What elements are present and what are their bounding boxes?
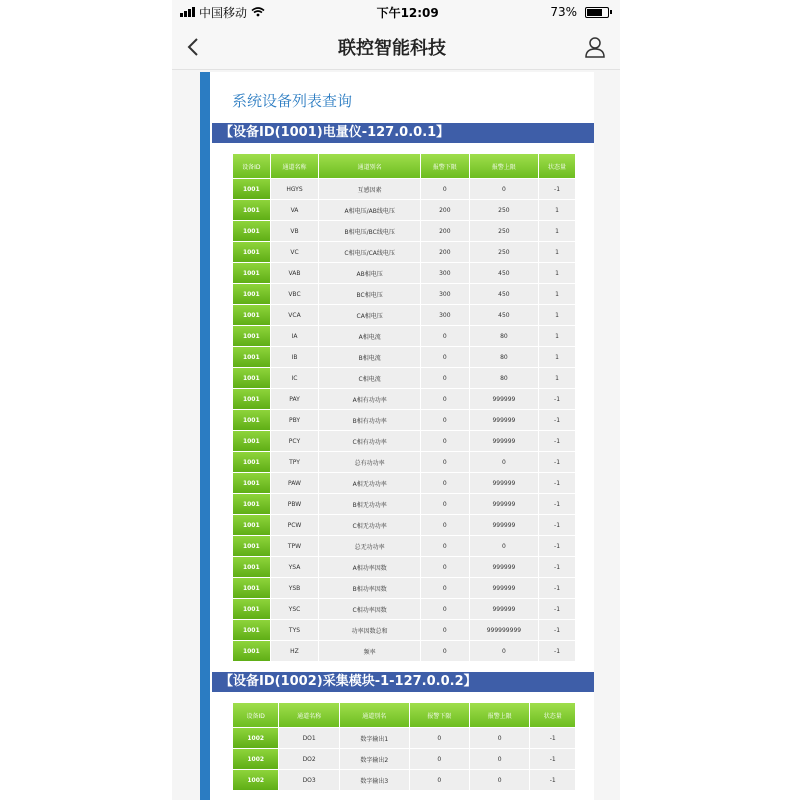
table-cell: 0 bbox=[410, 749, 469, 769]
table-row[interactable] bbox=[233, 431, 575, 451]
battery-fill bbox=[587, 9, 602, 16]
device-id-cell: 1001 bbox=[233, 305, 270, 325]
table-cell: C相电流 bbox=[319, 368, 420, 388]
table-cell: VCA bbox=[271, 305, 319, 325]
table-cell: VB bbox=[271, 221, 319, 241]
table-row[interactable] bbox=[233, 410, 575, 430]
column-header: 报警下限 bbox=[421, 154, 469, 178]
table-cell: PCY bbox=[271, 431, 319, 451]
table-row[interactable] bbox=[233, 368, 575, 388]
table-cell: PBY bbox=[271, 410, 319, 430]
table-row[interactable] bbox=[233, 770, 575, 790]
table-cell: B相无功功率 bbox=[319, 494, 420, 514]
table-cell: AB相电压 bbox=[319, 263, 420, 283]
table-row[interactable] bbox=[233, 242, 575, 262]
table-cell: 999999 bbox=[470, 515, 538, 535]
column-header: 报警上限 bbox=[470, 703, 529, 727]
table-cell: 0 bbox=[421, 326, 469, 346]
column-header: 状态量 bbox=[539, 154, 575, 178]
table-row[interactable] bbox=[233, 452, 575, 472]
user-icon[interactable] bbox=[584, 36, 606, 58]
page-header-title: 联控智能科技 bbox=[338, 37, 446, 59]
column-header: 通道名称 bbox=[279, 703, 338, 727]
table-cell: CA相电压 bbox=[319, 305, 420, 325]
table-cell: 250 bbox=[470, 200, 538, 220]
device-sections bbox=[210, 123, 594, 800]
device-id-cell: 1001 bbox=[233, 263, 270, 283]
device-id-cell: 1001 bbox=[233, 536, 270, 556]
table-row[interactable] bbox=[233, 179, 575, 199]
page-title: 系统设备列表查询 bbox=[232, 92, 353, 110]
phone-screen bbox=[172, 0, 620, 800]
section-header: 【设备ID(1001)电量仪-127.0.0.1】 bbox=[212, 123, 594, 143]
table-cell: PAY bbox=[271, 389, 319, 409]
table-cell: 80 bbox=[470, 347, 538, 367]
device-id-cell: 1001 bbox=[233, 578, 270, 598]
table-cell: 数字输出2 bbox=[340, 749, 409, 769]
section-header: 【设备ID(1002)采集模块-1-127.0.0.2】 bbox=[212, 672, 594, 692]
table-cell: 总有功功率 bbox=[319, 452, 420, 472]
table-cell: 300 bbox=[421, 263, 469, 283]
table-cell: 0 bbox=[421, 410, 469, 430]
device-id-cell: 1001 bbox=[233, 599, 270, 619]
battery-percent: 73% bbox=[550, 5, 577, 19]
table-cell: 0 bbox=[421, 620, 469, 640]
column-header: 通道名称 bbox=[271, 154, 319, 178]
device-id-cell: 1001 bbox=[233, 242, 270, 262]
device-id-cell: 1001 bbox=[233, 515, 270, 535]
table-cell: 0 bbox=[421, 515, 469, 535]
table-cell: 0 bbox=[470, 452, 538, 472]
table-cell: 0 bbox=[410, 728, 469, 748]
table-cell: 0 bbox=[421, 368, 469, 388]
device-id-cell: 1001 bbox=[233, 326, 270, 346]
table-cell: 0 bbox=[470, 749, 529, 769]
table-row[interactable] bbox=[233, 728, 575, 748]
chevron-left-icon[interactable] bbox=[186, 37, 200, 57]
table-cell: B相功率因数 bbox=[319, 578, 420, 598]
table-row[interactable] bbox=[233, 326, 575, 346]
table-cell: 999999 bbox=[470, 431, 538, 451]
table-row[interactable] bbox=[233, 284, 575, 304]
signal-icon bbox=[180, 7, 195, 17]
table-cell: 0 bbox=[421, 431, 469, 451]
table-cell: IA bbox=[271, 326, 319, 346]
table-cell: 1 bbox=[539, 263, 575, 283]
table-cell: C相功率因数 bbox=[319, 599, 420, 619]
table-cell: 0 bbox=[470, 770, 529, 790]
table-cell: 450 bbox=[470, 284, 538, 304]
table-cell: VBC bbox=[271, 284, 319, 304]
device-id-cell: 1001 bbox=[233, 347, 270, 367]
table-cell: -1 bbox=[539, 431, 575, 451]
status-right bbox=[550, 5, 612, 19]
table-cell: -1 bbox=[539, 599, 575, 619]
table-row[interactable] bbox=[233, 473, 575, 493]
content-panel bbox=[200, 72, 594, 800]
table-cell: 0 bbox=[421, 578, 469, 598]
table-cell: 0 bbox=[470, 728, 529, 748]
table-row[interactable] bbox=[233, 305, 575, 325]
device-id-cell: 1001 bbox=[233, 221, 270, 241]
table-cell: IC bbox=[271, 368, 319, 388]
table-cell: 1 bbox=[539, 284, 575, 304]
table-cell: DO2 bbox=[279, 749, 338, 769]
channel-table bbox=[232, 702, 576, 791]
table-cell: 999999 bbox=[470, 557, 538, 577]
device-id-cell: 1001 bbox=[233, 473, 270, 493]
device-id-cell: 1002 bbox=[233, 728, 278, 748]
table-header-row bbox=[233, 703, 575, 727]
table-cell: PCW bbox=[271, 515, 319, 535]
table-cell: 200 bbox=[421, 200, 469, 220]
table-cell: 1 bbox=[539, 368, 575, 388]
device-id-cell: 1001 bbox=[233, 494, 270, 514]
table-cell: 999999 bbox=[470, 389, 538, 409]
table-cell: -1 bbox=[539, 494, 575, 514]
table-cell: 999999 bbox=[470, 410, 538, 430]
table-cell: YSA bbox=[271, 557, 319, 577]
table-row[interactable] bbox=[233, 599, 575, 619]
table-row[interactable] bbox=[233, 515, 575, 535]
table-cell: 1 bbox=[539, 326, 575, 346]
table-cell: -1 bbox=[539, 557, 575, 577]
table-cell: A相电流 bbox=[319, 326, 420, 346]
table-cell: 999999 bbox=[470, 494, 538, 514]
table-cell: DO3 bbox=[279, 770, 338, 790]
table-cell: 0 bbox=[421, 389, 469, 409]
table-cell: 0 bbox=[470, 641, 538, 661]
table-cell: C相无功功率 bbox=[319, 515, 420, 535]
table-cell: TPW bbox=[271, 536, 319, 556]
table-row[interactable] bbox=[233, 536, 575, 556]
table-cell: 1 bbox=[539, 242, 575, 262]
device-id-cell: 1001 bbox=[233, 410, 270, 430]
table-cell: -1 bbox=[539, 578, 575, 598]
table-cell: A相无功功率 bbox=[319, 473, 420, 493]
table-cell: 0 bbox=[421, 641, 469, 661]
table-cell: 数字输出1 bbox=[340, 728, 409, 748]
table-cell: 0 bbox=[421, 494, 469, 514]
battery-icon bbox=[585, 7, 612, 18]
table-cell: 200 bbox=[421, 221, 469, 241]
table-cell: 0 bbox=[421, 599, 469, 619]
device-id-cell: 1001 bbox=[233, 389, 270, 409]
device-id-cell: 1002 bbox=[233, 770, 278, 790]
table-cell: -1 bbox=[539, 452, 575, 472]
table-cell: 频率 bbox=[319, 641, 420, 661]
table-cell: 总无功功率 bbox=[319, 536, 420, 556]
table-cell: -1 bbox=[530, 728, 575, 748]
table-wrapper bbox=[212, 692, 594, 800]
table-cell: 999999 bbox=[470, 578, 538, 598]
table-cell: 0 bbox=[421, 473, 469, 493]
column-header: 通道别名 bbox=[319, 154, 420, 178]
table-cell: 200 bbox=[421, 242, 469, 262]
table-cell: 数字输出3 bbox=[340, 770, 409, 790]
device-id-cell: 1001 bbox=[233, 179, 270, 199]
column-header: 设备ID bbox=[233, 703, 278, 727]
table-row[interactable] bbox=[233, 641, 575, 661]
table-cell: DO1 bbox=[279, 728, 338, 748]
table-cell: -1 bbox=[539, 641, 575, 661]
table-cell: 250 bbox=[470, 221, 538, 241]
table-cell: B相电流 bbox=[319, 347, 420, 367]
column-header: 通道别名 bbox=[340, 703, 409, 727]
table-cell: BC相电压 bbox=[319, 284, 420, 304]
table-cell: C相有功功率 bbox=[319, 431, 420, 451]
table-cell: -1 bbox=[539, 473, 575, 493]
table-cell: C相电压/CA线电压 bbox=[319, 242, 420, 262]
device-id-cell: 1001 bbox=[233, 200, 270, 220]
table-cell: 450 bbox=[470, 263, 538, 283]
device-id-cell: 1001 bbox=[233, 557, 270, 577]
table-cell: 0 bbox=[410, 770, 469, 790]
table-row[interactable] bbox=[233, 578, 575, 598]
table-row[interactable] bbox=[233, 389, 575, 409]
table-cell: HGYS bbox=[271, 179, 319, 199]
table-cell: 0 bbox=[421, 557, 469, 577]
table-cell: VAB bbox=[271, 263, 319, 283]
table-cell: 1 bbox=[539, 200, 575, 220]
table-cell: VC bbox=[271, 242, 319, 262]
table-cell: -1 bbox=[539, 536, 575, 556]
nav-bar bbox=[172, 24, 620, 70]
table-wrapper bbox=[212, 143, 594, 672]
table-cell: B相电压/BC线电压 bbox=[319, 221, 420, 241]
column-header: 设备ID bbox=[233, 154, 270, 178]
status-left bbox=[180, 4, 265, 21]
table-cell: 80 bbox=[470, 368, 538, 388]
channel-table bbox=[232, 153, 576, 662]
table-cell: -1 bbox=[539, 410, 575, 430]
table-cell: A相有功功率 bbox=[319, 389, 420, 409]
table-cell: 0 bbox=[421, 179, 469, 199]
table-cell: 1 bbox=[539, 305, 575, 325]
table-header-row bbox=[233, 154, 575, 178]
table-cell: VA bbox=[271, 200, 319, 220]
wifi-icon bbox=[251, 7, 265, 17]
table-cell: 999999999 bbox=[470, 620, 538, 640]
device-id-cell: 1001 bbox=[233, 368, 270, 388]
device-id-cell: 1001 bbox=[233, 431, 270, 451]
table-cell: 1 bbox=[539, 347, 575, 367]
table-cell: 999999 bbox=[470, 473, 538, 493]
table-cell: YSC bbox=[271, 599, 319, 619]
table-cell: 1 bbox=[539, 221, 575, 241]
table-row[interactable] bbox=[233, 557, 575, 577]
table-cell: A相功率因数 bbox=[319, 557, 420, 577]
table-cell: 300 bbox=[421, 305, 469, 325]
table-row[interactable] bbox=[233, 620, 575, 640]
clock: 下午12:09 bbox=[376, 5, 439, 20]
table-cell: TPY bbox=[271, 452, 319, 472]
table-cell: -1 bbox=[539, 179, 575, 199]
device-id-cell: 1001 bbox=[233, 452, 270, 472]
table-cell: 0 bbox=[421, 452, 469, 472]
device-id-cell: 1002 bbox=[233, 749, 278, 769]
table-cell: YSB bbox=[271, 578, 319, 598]
table-cell: 0 bbox=[421, 536, 469, 556]
table-cell: -1 bbox=[539, 515, 575, 535]
table-cell: B相有功功率 bbox=[319, 410, 420, 430]
device-section bbox=[212, 672, 594, 800]
table-row[interactable] bbox=[233, 494, 575, 514]
table-cell: PAW bbox=[271, 473, 319, 493]
table-cell: -1 bbox=[530, 770, 575, 790]
table-cell: 300 bbox=[421, 284, 469, 304]
table-cell: PBW bbox=[271, 494, 319, 514]
table-cell: 互感因素 bbox=[319, 179, 420, 199]
table-cell: 0 bbox=[421, 347, 469, 367]
table-cell: -1 bbox=[530, 749, 575, 769]
table-cell: TYS bbox=[271, 620, 319, 640]
status-bar bbox=[172, 0, 620, 24]
column-header: 报警上限 bbox=[470, 154, 538, 178]
table-cell: 450 bbox=[470, 305, 538, 325]
device-id-cell: 1001 bbox=[233, 620, 270, 640]
column-header: 状态量 bbox=[530, 703, 575, 727]
table-cell: 功率因数总和 bbox=[319, 620, 420, 640]
column-header: 报警下限 bbox=[410, 703, 469, 727]
table-cell: 0 bbox=[470, 179, 538, 199]
table-row[interactable] bbox=[233, 221, 575, 241]
table-row[interactable] bbox=[233, 263, 575, 283]
device-id-cell: 1001 bbox=[233, 284, 270, 304]
device-id-cell: 1001 bbox=[233, 641, 270, 661]
carrier-label: 中国移动 bbox=[199, 5, 248, 20]
table-row[interactable] bbox=[233, 200, 575, 220]
table-cell: -1 bbox=[539, 389, 575, 409]
table-cell: HZ bbox=[271, 641, 319, 661]
table-row[interactable] bbox=[233, 749, 575, 769]
table-cell: -1 bbox=[539, 620, 575, 640]
table-cell: IB bbox=[271, 347, 319, 367]
table-cell: 999999 bbox=[470, 599, 538, 619]
table-cell: 0 bbox=[470, 536, 538, 556]
table-row[interactable] bbox=[233, 347, 575, 367]
table-cell: A相电压/AB线电压 bbox=[319, 200, 420, 220]
table-cell: 80 bbox=[470, 326, 538, 346]
table-cell: 250 bbox=[470, 242, 538, 262]
device-section bbox=[212, 123, 594, 672]
